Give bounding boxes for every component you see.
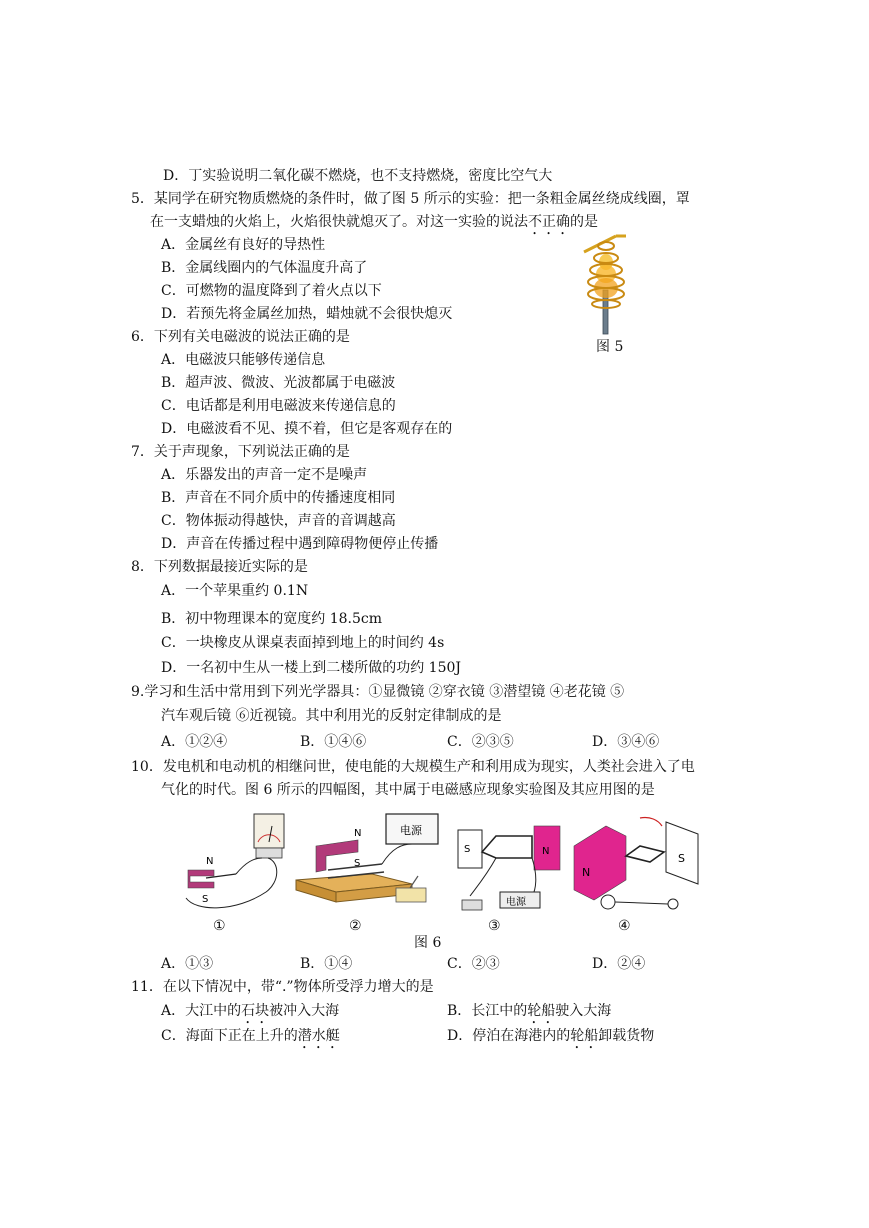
q11-b-suffix: 驶入大海 [555, 1003, 612, 1019]
q6-option-a: A．电磁波只能够传递信息 [161, 352, 326, 368]
fig6-p2-s-label: S [354, 858, 361, 869]
fig6-p3-s-label: S [464, 844, 471, 855]
fig6-p3-n-label: N [542, 846, 550, 857]
q9-option-a: A．①②④ [161, 734, 228, 750]
figure-6-sub-2: ② [349, 918, 362, 934]
q10-option-b: B．①④ [300, 956, 353, 972]
q7-option-b: B．声音在不同介质中的传播速度相同 [161, 490, 396, 506]
figure-6-panel-1 [176, 812, 288, 920]
figure-5-caption: 图 5 [596, 339, 624, 355]
fig6-p3-power-label: 电源 [506, 897, 526, 908]
q5-stem-line2 [150, 213, 598, 238]
q9-stem-line2: 汽车观后镜 ⑥近视镜。其中利用光的反射定律制成的是 [161, 708, 502, 724]
q11-c-object: 潜水艇 [297, 1028, 340, 1044]
q6-option-b: B．超声波、微波、光波都属于电磁波 [161, 375, 396, 391]
q10-option-c: C．②③ [447, 956, 500, 972]
q11-option-a [161, 1002, 339, 1027]
q5-option-b: B．金属线圈内的气体温度升高了 [161, 260, 368, 276]
q10-stem-line1: 10．发电机和电动机的相继问世，使电能的大规模生产和利用成为现实，人类社会进入了电 [131, 759, 695, 775]
q11-option-b [447, 1002, 611, 1027]
figure-5-coil-candle [582, 228, 638, 338]
q5-option-c: C．可燃物的温度降到了着火点以下 [161, 283, 382, 299]
fig6-p4-s-label: S [678, 852, 685, 865]
q9-option-d: D．③④⑥ [592, 734, 660, 750]
q10-option-d: D．②④ [592, 956, 646, 972]
q7-stem: 7．关于声现象，下列说法正确的是 [131, 444, 350, 460]
q6-option-c: C．电话都是利用电磁波来传递信息的 [161, 398, 396, 414]
q10-option-a: A．①③ [161, 956, 214, 972]
q11-b-object: 轮船 [527, 1003, 556, 1019]
q11-b-prefix: B．长江中的 [447, 1003, 528, 1019]
q11-c-prefix: C．海面下正在上升的 [161, 1028, 298, 1044]
q7-option-c: C．物体振动得越快，声音的音调越高 [161, 513, 396, 529]
q11-a-prefix: A．大江中的 [161, 1003, 242, 1019]
q5-option-d: D．若预先将金属丝加热，蜡烛就不会很快熄灭 [161, 306, 453, 322]
q5-stem-end: 的是 [570, 214, 598, 230]
q8-option-a: A．一个苹果重约 0.1N [161, 583, 309, 599]
q11-d-suffix: 卸载货物 [598, 1028, 655, 1044]
fig6-p4-n-label: N [582, 866, 591, 879]
figure-6-caption: 图 6 [414, 935, 442, 951]
q5-stem-line1: 5．某同学在研究物质燃烧的条件时，做了图 5 所示的实验：把一条粗金属丝绕成线圈，罩 [131, 191, 690, 207]
q8-option-c: C．一块橡皮从课桌表面掉到地上的时间约 4s [161, 635, 445, 651]
q11-stem: 11．在以下情况中，带“.”物体所受浮力增大的是 [131, 979, 434, 995]
q11-option-c [161, 1027, 340, 1052]
fig6-p2-power-label: 电源 [400, 824, 422, 837]
q8-stem: 8．下列数据最接近实际的是 [131, 559, 308, 575]
q5-option-a: A．金属丝有良好的导热性 [161, 237, 326, 253]
figure-6-sub-3: ③ [488, 918, 501, 934]
q9-stem-line1: 9.学习和生活中常用到下列光学器具：①显微镜 ②穿衣镜 ③潜望镜 ④老花镜 ⑤ [131, 684, 625, 700]
q7-option-d: D．声音在传播过程中遇到障碍物便停止传播 [161, 536, 439, 552]
q11-d-prefix: D．停泊在海港内的 [447, 1028, 571, 1044]
fig6-p2-n-label: N [354, 828, 362, 839]
q10-stem-line2: 气化的时代。图 6 所示的四幅图，其中属于电磁感应现象实验图及其应用图的是 [161, 782, 655, 798]
q11-d-object: 轮船 [570, 1028, 599, 1044]
q5-stem-text: 在一支蜡烛的火焰上，火焰很快就熄灭了。对这一实验的说法 [150, 214, 528, 230]
q5-emphasis-text: 不正确 [528, 214, 570, 230]
figure-6-sub-4: ④ [618, 918, 631, 934]
q8-option-b: B．初中物理课本的宽度约 18.5cm [161, 611, 383, 627]
q9-option-b: B．①④⑥ [300, 734, 367, 750]
fig6-p1-n-label: N [206, 856, 214, 867]
figure-6-sub-1: ① [213, 918, 226, 934]
figure-6-panel-2 [292, 808, 442, 920]
q8-option-d: D．一名初中生从一楼上到二楼所做的功约 150J [161, 660, 462, 676]
q6-stem: 6．下列有关电磁波的说法正确的是 [131, 329, 350, 345]
q9-option-c: C．②③⑤ [447, 734, 514, 750]
q4-option-d: D．丁实验说明二氧化碳不燃烧，也不支持燃烧，密度比空气大 [163, 168, 553, 184]
q11-a-suffix: 被冲入大海 [269, 1003, 340, 1019]
q7-option-a: A．乐器发出的声音一定不是噪声 [161, 467, 368, 483]
q11-option-d [447, 1027, 654, 1052]
q6-option-d: D．电磁波看不见、摸不着，但它是客观存在的 [161, 421, 453, 437]
fig6-p1-s-label: S [202, 894, 209, 905]
q11-a-object: 石块 [241, 1003, 270, 1019]
figure-6-panel-4 [570, 810, 706, 920]
figure-6-panel-3 [456, 816, 566, 918]
